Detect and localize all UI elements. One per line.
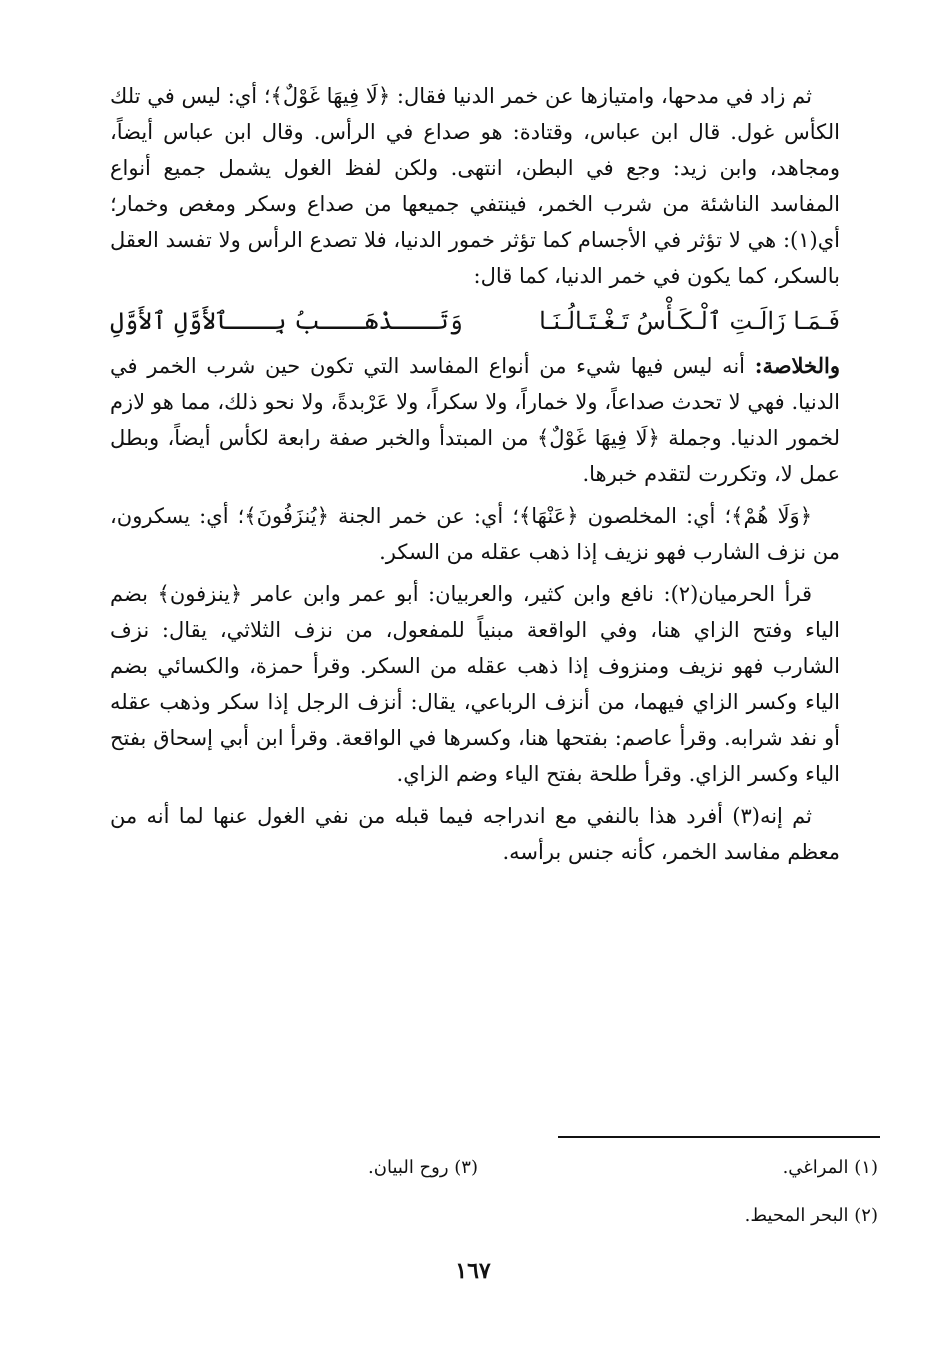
paragraph-conclusion: ثم إنه(٣) أفرد هذا بالنفي مع اندراجه فيما قبله من نفي الغول عنها لما أنه من معظم مفاسد الخمر، كأنه جنس برأسه. bbox=[110, 804, 840, 864]
verse-first-hemistich: فَـمَـا زَالَـتِ ٱلْـكَـأْسُ تَـغْـتَـالُـنَـا bbox=[539, 307, 840, 335]
paragraph-verse-explanation: ﴿وَلَا هُمْ﴾؛ أي: المخلصون ﴿عَنْهَا﴾؛ أي: عن خمر الجنة ﴿يُنزَفُونَ﴾؛ أي: يسكرون، من نزف الشارب فهو نزيف إذا ذهب عقله من السكر. bbox=[110, 504, 840, 564]
main-text bbox=[110, 78, 840, 876]
page-number: ١٦٧ bbox=[455, 1258, 491, 1284]
poetry-verse bbox=[110, 300, 840, 342]
summary-label: والخلاصة: bbox=[754, 353, 840, 378]
footnote-1: (١) المراغي. bbox=[782, 1157, 878, 1178]
footnote-2: (٢) البحر المحيط. bbox=[744, 1205, 878, 1226]
paragraph-summary bbox=[110, 348, 840, 492]
paragraph-readings: قرأ الحرميان(٢): نافع وابن كثير، والعربيان: أبو عمر وابن عامر ﴿ينزفون﴾ بضم الياء وفتح الزاي هنا، وفي الواقعة مبنياً للمفعول، من نزف الثلاثي، يقال: نزف الشارب فهو نزيف ومنزوف إذا ذهب عقله من السكر. وقرأ حمزة، والكسائي بضم الياء وكسر الزاي فيهما، من أنزف الرباعي، يقال: أنزف الرجل إذا سكر وذهب عقله أو نفد شرابه. وقرأ عاصم: بفتحها هنا، وكسرها في الواقعة. وقرأ ابن أبي إسحاق بفتح الياء وكسر الزاي. وقرأ طلحة بفتح الياء وضم الزاي. bbox=[110, 582, 840, 786]
footnote-divider bbox=[558, 1136, 880, 1138]
verse-second-hemistich: وَتَـــذْهَـــبُ بِـــٱلأَوَّلِ ٱلأَوَّلِ bbox=[110, 307, 463, 335]
summary-text: أنه ليس فيها شيء من أنواع المفاسد التي تكون حين شرب الخمر في الدنيا. فهي لا تحدث صداعاً، ولا خماراً، ولا سكراً، ولا عَرْبدةً، ولا نحو ذلك، مما هو لازم لخمور الدنيا. وجملة ﴿لَا فِيهَا غَوْلٌ﴾ من المبتدأ والخبر صفة رابعة لكأس أيضاً، وبطل عمل لا، وتكررت لتقدم خبرها. bbox=[110, 354, 840, 486]
footnote-3: (٣) روح البيان. bbox=[368, 1157, 478, 1178]
paragraph-intro: ثم زاد في مدحها، وامتيازها عن خمر الدنيا فقال: ﴿لَا فِيهَا غَوْلٌ﴾؛ أي: ليس في تلك الكأس غول. قال ابن عباس، وقتادة: هو صداع في الرأس. وقال ابن عباس أيضاً، ومجاهد، وابن زيد: وجع في البطن، انتهى. ولكن لفظ الغول يشمل جميع أنواع المفاسد الناشئة من شرب الخمر، فينتفي جميعها من صداع وسكر ومغص وخمار؛ أي(١): هي لا تؤثر في الأجسام كما تؤثر خمور الدنيا، فلا تصدع الرأس ولا تفسد العقل بالسكر، كما يكون في خمر الدنيا، كما قال: bbox=[110, 84, 840, 288]
